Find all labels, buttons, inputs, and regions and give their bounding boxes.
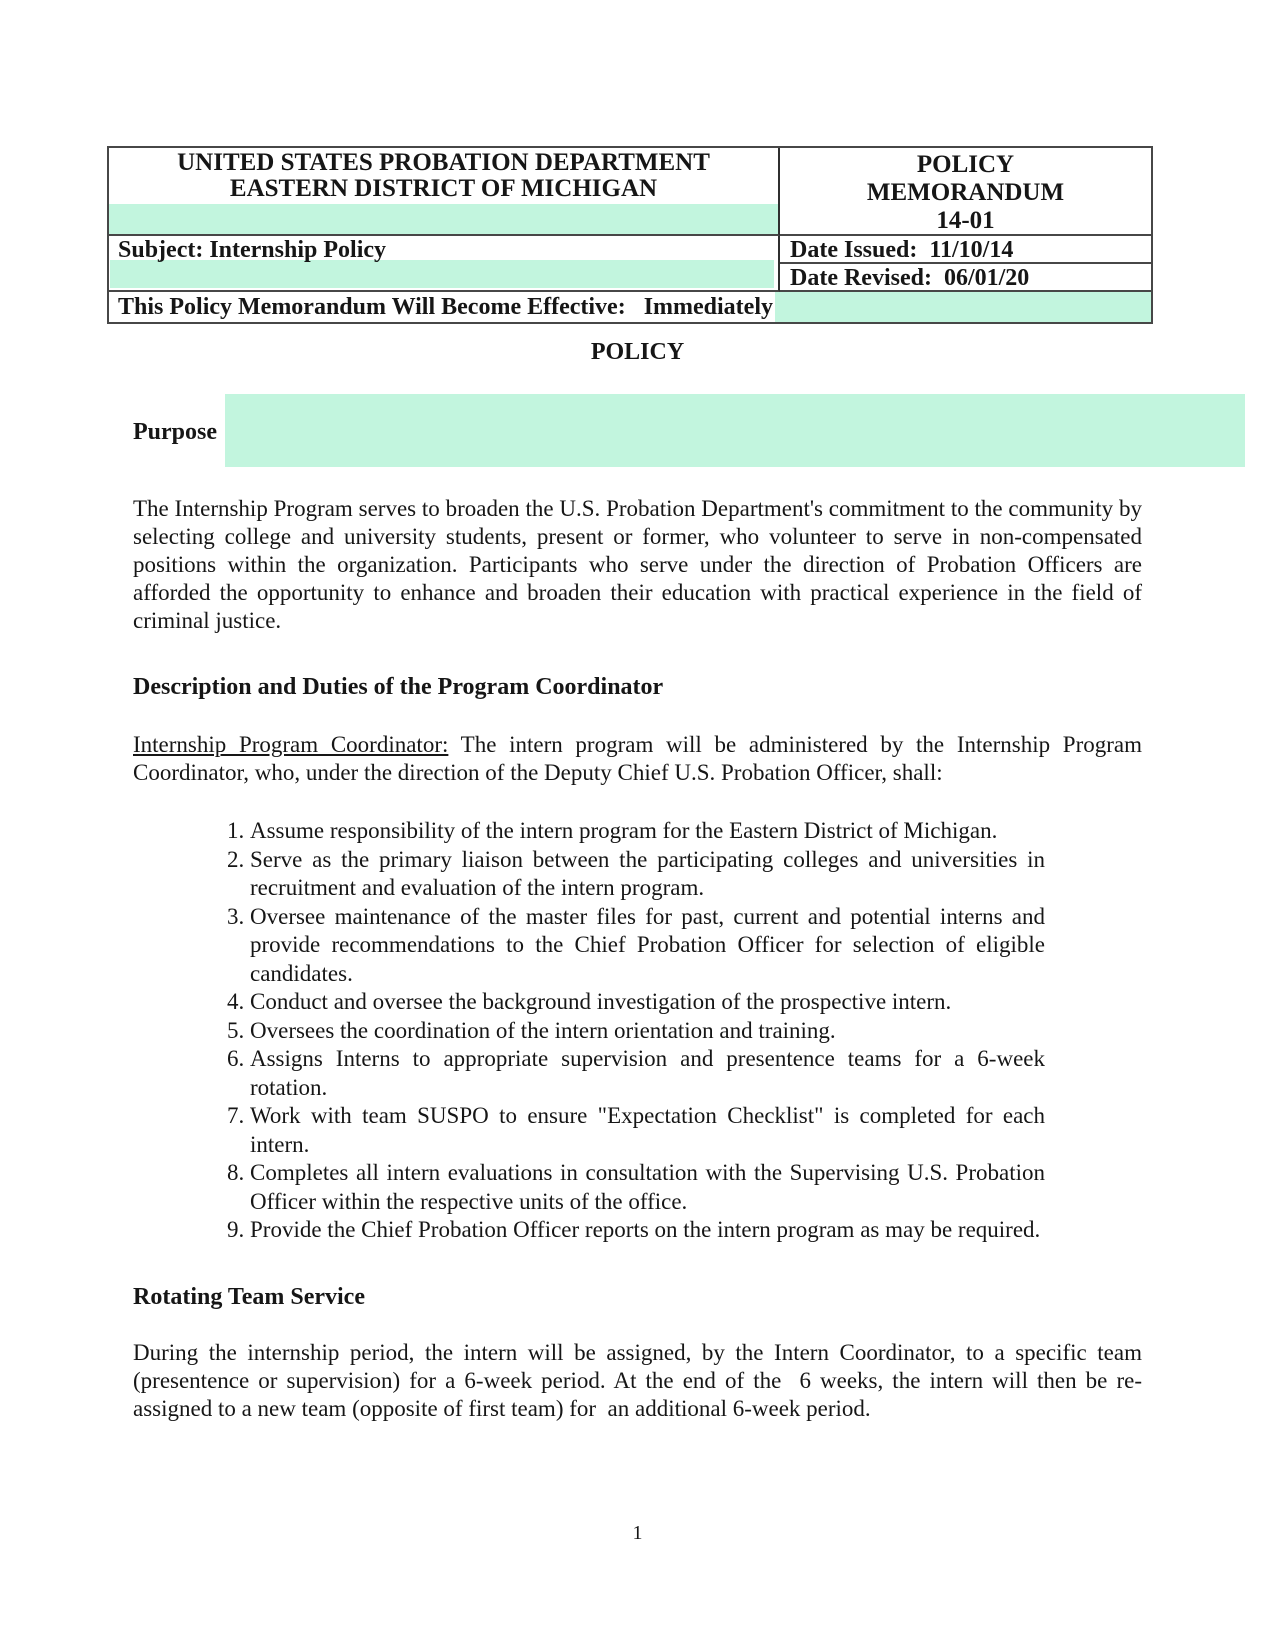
duty-item-7: 7. Work with team SUSPO to ensure "Expectation Checklist" is completed for each intern. [250, 1102, 1045, 1159]
duties-intro-lead: Internship Program Coordinator: [133, 732, 449, 757]
effective-highlight-bar [775, 292, 1151, 322]
org-title-cell [109, 148, 780, 236]
duty-item-8: 8. Completes all intern evaluations in consultation with the Supervising U.S. Probation Officer within the respective units of the office. [250, 1159, 1045, 1216]
policy-memo-cell [780, 148, 1151, 236]
policy-memo-number: 14-01 [936, 207, 995, 234]
document-body [133, 330, 1148, 1423]
purpose-highlight-bar [225, 394, 1245, 467]
duty-item-2: 2. Serve as the primary liaison between the participating colleges and universities in recruitment and evaluation of the intern program. [250, 846, 1045, 903]
subject-cell [109, 236, 780, 292]
duty-item-6: 6. Assigns Interns to appropriate supervision and presentence teams for a 6-week rotation. [250, 1045, 1045, 1102]
duty-item-9: 9. Provide the Chief Probation Officer reports on the intern program as may be required. [250, 1216, 1045, 1245]
date-revised-cell [780, 264, 1151, 292]
org-title-line1: UNITED STATES PROBATION DEPARTMENT [177, 149, 710, 176]
rotating-heading: Rotating Team Service [133, 1283, 365, 1310]
policy-memo-line1: POLICY [916, 151, 1015, 178]
duties-heading: Description and Duties of the Program Coordinator [133, 674, 664, 700]
purpose-row [133, 394, 1142, 467]
page-number: 1 [632, 1522, 643, 1544]
policy-memo-line2: MEMORANDUM [866, 179, 1065, 206]
duty-item-1: 1. Assume responsibility of the intern program for the Eastern District of Michigan. [250, 817, 1045, 846]
purpose-heading: Purpose [133, 419, 217, 445]
subject-text: Subject: Internship Policy [118, 237, 387, 263]
date-issued-text: Date Issued: 11/10/14 [790, 237, 1014, 263]
org-title-line2: EASTERN DISTRICT OF MICHIGAN [229, 175, 658, 202]
date-revised-text: Date Revised: 06/01/20 [790, 265, 1030, 291]
duty-item-5: 5. Oversees the coordination of the intern orientation and training. [250, 1017, 1045, 1046]
date-issued-cell [780, 236, 1151, 264]
effective-cell [109, 292, 1151, 322]
org-highlight-bar [109, 204, 778, 234]
effective-text: This Policy Memorandum Will Become Effective: Immediately [118, 294, 773, 320]
duty-item-4: 4. Conduct and oversee the background investigation of the prospective intern. [250, 988, 1045, 1017]
subject-highlight-bar [110, 260, 774, 288]
policy-section-heading: POLICY [590, 339, 685, 365]
duties-intro-rest: The intern program will be administered by the Internship Program Coordinator, who, under the direction of the Deputy Chief U.S. Probation Officer, shall: [133, 732, 1148, 785]
purpose-paragraph: The Internship Program serves to broaden the U.S. Probation Department's commitment to the community by selecting college and university students, present or former, who volunteer to serve in non-compensated positions within the organization. Participants who serve under the direction of Probation Officers are afforded the opportunity to enhance and broaden their education with practical experience in the field of criminal justice. [133, 496, 1148, 633]
duty-item-3: 3. Oversee maintenance of the master files for past, current and potential interns and provide recommendations to the Chief Probation Officer for selection of eligible candidates. [250, 903, 1045, 989]
duties-intro-paragraph [133, 731, 1148, 787]
rotating-paragraph: During the internship period, the intern will be assigned, by the Intern Coordinator, to a specific team (presentence or supervision) for a 6-week period. At the end of the 6 weeks, the intern will then be re-assigned to a new team (opposite of first team) for an additional 6-week period. [133, 1339, 1148, 1421]
duties-list [133, 817, 1057, 1245]
policy-header-table [107, 146, 1153, 324]
